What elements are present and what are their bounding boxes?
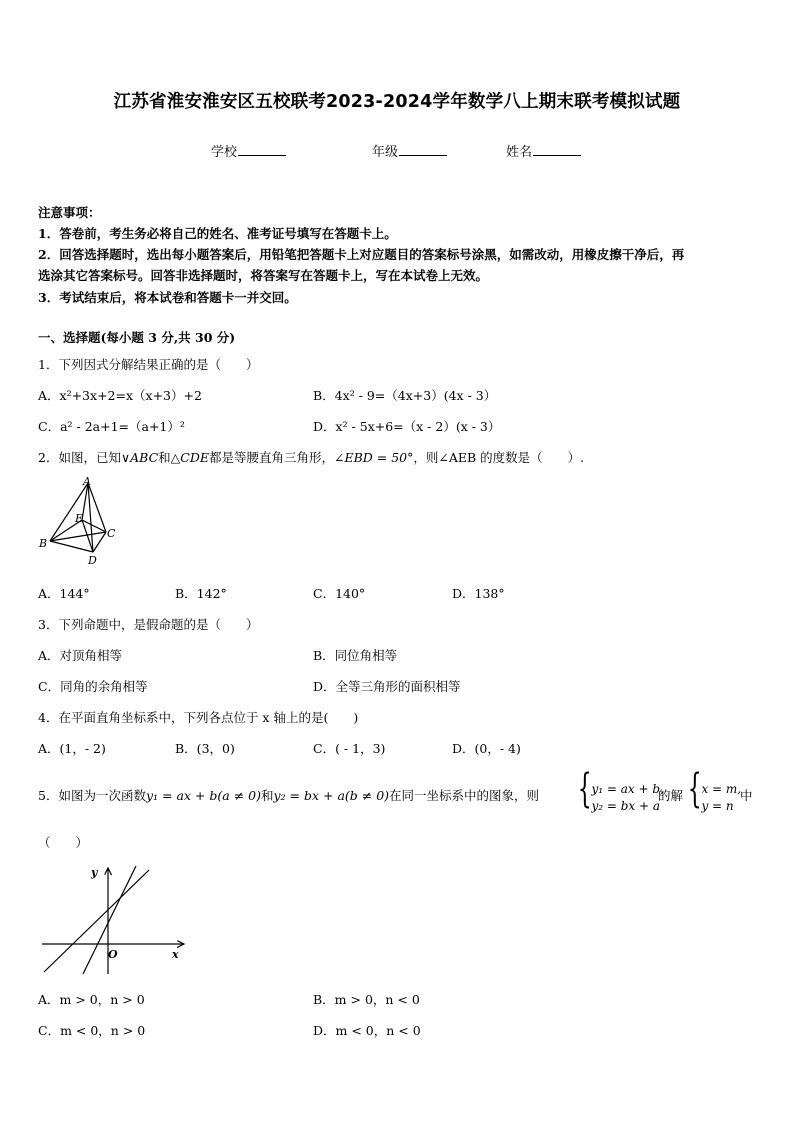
label-e: E [75, 512, 84, 525]
q3-option-a: A．对顶角相等 [38, 648, 123, 663]
line-bc [50, 532, 106, 541]
grade-label: 年级 [372, 145, 399, 160]
q2-option-b: B．142° [175, 586, 227, 601]
q5-brace-1: { [577, 766, 592, 812]
q5-function-1: y₁ = ax + b(a ≠ 0) [145, 788, 261, 803]
q4-stem: 4．在平面直角坐标系中，下列各点位于 x 轴上的是( ) [38, 710, 359, 725]
notes-heading: 注意事项： [38, 205, 101, 220]
page-title: 江苏省淮安淮安区五校联考2023-2024学年数学八上期末联考模拟试题 [113, 92, 681, 112]
q5-stem [38, 786, 539, 804]
q2-option-d: D．138° [452, 586, 505, 601]
q1-option-d: D．x² - 5x+6=（x - 2）(x - 3） [313, 419, 501, 434]
school-field [211, 141, 286, 160]
q2-triangle-abc: ∨ABC [120, 450, 159, 465]
q2-triangle-cde: △CDE [170, 450, 209, 465]
note-2a: 2．回答选择题时，选出每小题答案后，用铅笔把答题卡上对应题目的答案标号涂黑，如需改动，用橡皮擦干净后，再 [38, 247, 685, 262]
q5-stem-4: 中 [740, 788, 753, 803]
q3-stem: 3．下列命题中，是假命题的是（ ） [38, 617, 259, 632]
q5-option-c: C．m < 0，n > 0 [38, 1023, 146, 1038]
q5-stem-2: 在同一坐标系中的图象，则 [389, 788, 540, 803]
q5-system-1-b: y₂ = bx + a [591, 798, 661, 813]
q4-option-b: B．(3，0) [175, 741, 235, 756]
name-label: 姓名 [506, 145, 533, 160]
note-1: 1．答卷前，考生务必将自己的姓名、准考证号填写在答题卡上。 [38, 226, 397, 241]
q1-option-a: A．x²+3x+2=x（x+3）+2 [38, 388, 202, 403]
grade-blank [399, 143, 447, 156]
origin-label: O [108, 948, 118, 961]
q2-stem [38, 448, 584, 466]
q5-system-2-lines [701, 781, 741, 815]
q2-angle: ∠EBD = 50° [334, 450, 414, 465]
q3-option-d: D．全等三角形的面积相等 [313, 679, 461, 694]
q5-option-a: A．m > 0，n > 0 [38, 992, 145, 1007]
q5-brace-2: { [687, 766, 702, 812]
q5-function-2: y₂ = bx + a(b ≠ 0) [273, 788, 390, 803]
q5-system-2-b: y = n [701, 798, 734, 813]
q5-system-1 [572, 766, 664, 815]
q1-option-b: B．4x² - 9=（4x+3）(4x - 3） [313, 388, 497, 403]
q2-option-c: C．140° [313, 586, 366, 601]
q3-option-c: C．同角的余角相等 [38, 679, 148, 694]
q2-stem-pre: 2．如图，已知 [38, 450, 121, 465]
q4-option-a: A．(1，- 2) [38, 741, 106, 756]
q5-stem-3: 的解 [658, 788, 684, 803]
school-blank [238, 143, 286, 156]
q1-option-c: C．a² - 2a+1=（a+1）² [38, 419, 185, 434]
name-blank [533, 143, 581, 156]
q5-system-1-lines [591, 781, 663, 815]
q2-stem-mid: 和 [158, 450, 171, 465]
q5-graph [38, 862, 188, 977]
grade-field [372, 141, 447, 160]
q5-system-2-a: x = m, [701, 781, 742, 796]
label-d: D [88, 554, 97, 567]
q5-paren: （ ） [38, 835, 89, 850]
q5-system-1-a: y₁ = ax + b, [591, 781, 664, 796]
section-heading: 一、选择题(每小题 3 分,共 30 分) [38, 330, 236, 345]
school-label: 学校 [211, 145, 238, 160]
axis-label-x: x [172, 948, 179, 961]
label-c: C [107, 527, 116, 540]
q2-stem-end: ，则∠AEB 的度数是（ ）. [413, 450, 585, 465]
axis-label-y: y [91, 866, 98, 879]
label-b: B [39, 537, 48, 550]
line-bd [50, 541, 93, 552]
q5-system-2 [682, 766, 742, 815]
q2-option-a: A．144° [38, 586, 90, 601]
line-y1 [44, 870, 149, 972]
q4-option-c: C．( - 1，3) [313, 741, 386, 756]
label-a: A [83, 475, 91, 488]
note-2b: 选涂其它答案标号。回答非选择题时，将答案写在答题卡上，写在本试卷上无效。 [38, 268, 489, 283]
name-field [506, 141, 581, 160]
note-3: 3．考试结束后，将本试卷和答题卡一并交回。 [38, 290, 297, 305]
q5-option-b: B．m > 0，n < 0 [313, 992, 420, 1007]
q4-option-d: D．(0，- 4) [452, 741, 521, 756]
q1-stem: 1．下列因式分解结果正确的是（ ） [38, 357, 259, 372]
q2-figure [36, 474, 126, 569]
q5-stem-mid: 和 [260, 788, 274, 803]
line-dc [93, 532, 106, 552]
q5-stem-1: 5．如图为一次函数 [38, 788, 146, 803]
q2-stem-post: 都是等腰直角三角形， [208, 450, 334, 465]
q3-option-b: B．同位角相等 [313, 648, 398, 663]
q5-option-d: D．m < 0，n < 0 [313, 1023, 421, 1038]
